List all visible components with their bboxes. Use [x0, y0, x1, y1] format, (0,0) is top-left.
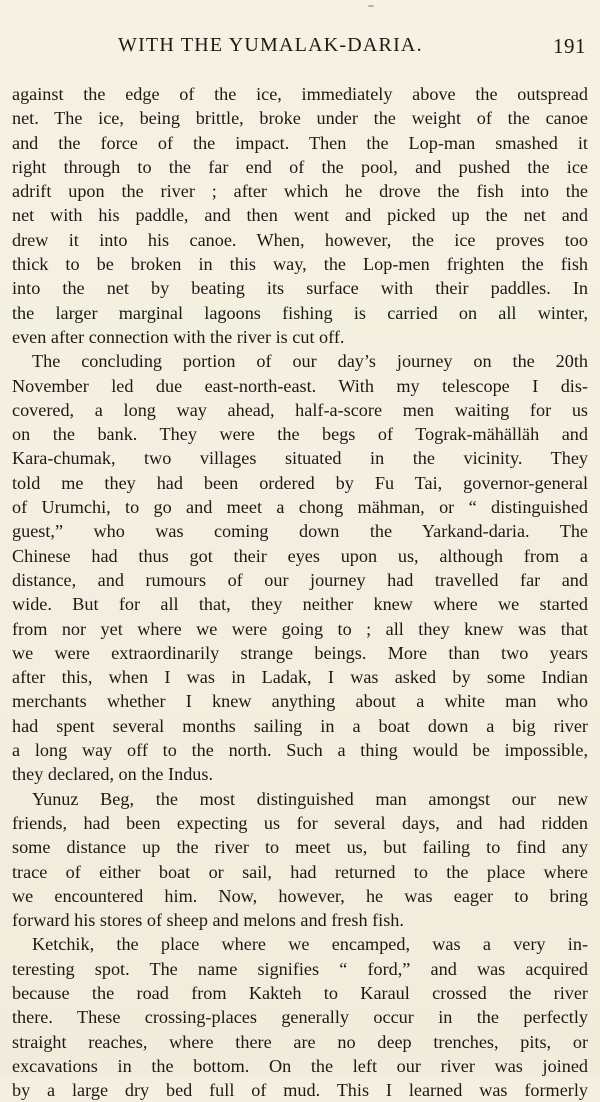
text-line: November led due east-north-east. With my telescope I dis-: [12, 375, 588, 396]
text-line: Kara-chumak, two villages situated in the vicinity. They: [12, 448, 588, 469]
text-line: from nor yet where we were going to ; all they knew was that: [12, 618, 588, 639]
text-line: The concluding portion of our day’s journey on the 20th: [32, 351, 588, 372]
text-line: straight reaches, where there are no deep trenches, pits, or: [12, 1031, 588, 1052]
text-line: net. The ice, being brittle, broke under the weight of the canoe: [12, 108, 588, 129]
text-line: guest,” who was coming down the Yarkand-daria. The: [12, 521, 588, 542]
running-title: WITH THE YUMALAK-DARIA.: [118, 34, 423, 56]
page-number: 191: [553, 34, 586, 58]
text-line: net with his paddle, and then went and picked up the net and: [12, 205, 588, 226]
text-line: Yunuz Beg, the most distinguished man amongst our new: [32, 788, 588, 809]
text-line: drew it into his canoe. When, however, the ice proves too: [12, 229, 588, 250]
text-line: merchants whether I knew anything about a white man who: [12, 691, 588, 712]
text-line: they declared, on the Indus.: [12, 764, 214, 785]
text-line: distance, and rumours of our journey had travelled far and: [12, 569, 588, 590]
text-line: forward his stores of sheep and melons and fresh fish.: [12, 910, 404, 931]
text-line: after this, when I was in Ladak, I was asked by some Indian: [12, 667, 588, 688]
text-line: some distance up the river to meet us, but failing to find any: [12, 837, 588, 858]
text-line: on the bank. They were the begs of Tograk-mähälläh and: [12, 424, 588, 445]
text-line: right through to the far end of the pool, and pushed the ice: [12, 156, 588, 177]
running-head: [0, 34, 600, 62]
text-line: even after connection with the river is cut off.: [12, 326, 345, 347]
text-line: told me they had been ordered by Fu Tai, governor-general: [12, 472, 588, 493]
body-text: [12, 82, 588, 1102]
text-line: had spent several months sailing in a boat down a big river: [12, 715, 588, 736]
text-line: covered, a long way ahead, half-a-score men waiting for us: [12, 399, 588, 420]
text-line: by a large dry bed full of mud. This I learned was formerly: [12, 1080, 588, 1101]
text-line: Ketchik, the place where we encamped, was a very in-: [32, 934, 588, 955]
text-line: excavations in the bottom. On the left our river was joined: [12, 1055, 588, 1076]
text-line: because the road from Kakteh to Karaul crossed the river: [12, 982, 588, 1003]
text-line: a long way off to the north. Such a thing would be impossible,: [12, 740, 588, 761]
text-line: thick to be broken in this way, the Lop-men frighten the fish: [12, 254, 588, 275]
text-line: trace of either boat or sail, had returned to the place where: [12, 861, 588, 882]
text-line: wide. But for all that, they neither knew where we started: [12, 594, 588, 615]
text-line: and the force of the impact. Then the Lop-man smashed it: [12, 132, 588, 153]
text-line: of Urumchi, to go and meet a chong mähman, or “ distinguished: [12, 497, 588, 518]
text-line: friends, had been expecting us for several days, and had ridden: [12, 812, 588, 833]
text-line: Chinese had thus got their eyes upon us, although from a: [12, 545, 588, 566]
text-line: we were extraordinarily strange beings. More than two years: [12, 642, 588, 663]
text-line: against the edge of the ice, immediately above the outspread: [12, 84, 588, 104]
text-line: adrift upon the river ; after which he drove the fish into the: [12, 181, 588, 202]
text-line: into the net by beating its surface with their paddles. In: [12, 278, 588, 299]
text-line: there. These crossing-places generally occur in the perfectly: [12, 1007, 588, 1028]
text-line: the larger marginal lagoons fishing is carried on all winter,: [12, 302, 588, 323]
paper-speck: [368, 5, 374, 7]
text-line: we encountered him. Now, however, he was eager to bring: [12, 885, 588, 906]
text-line: teresting spot. The name signifies “ ford,” and was acquired: [12, 958, 588, 979]
